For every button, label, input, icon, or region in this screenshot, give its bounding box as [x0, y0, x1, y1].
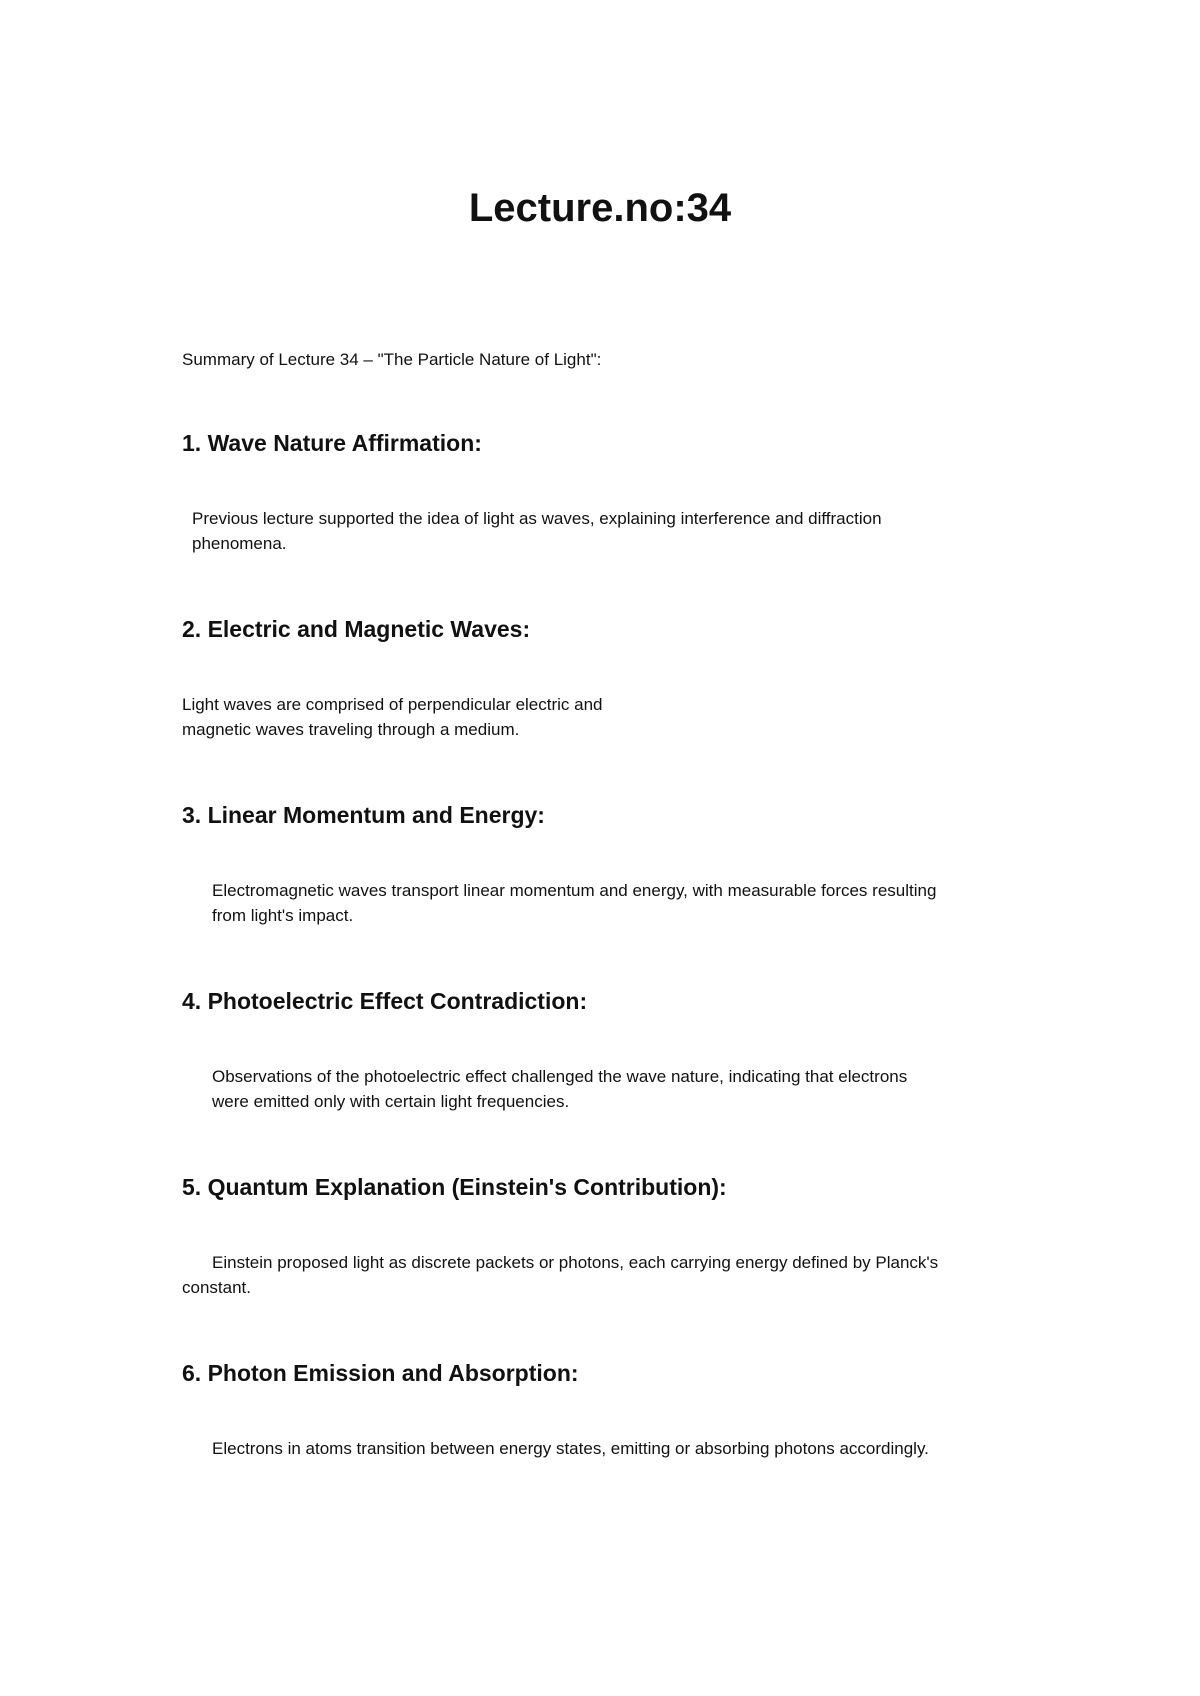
section-body-line: Electrons in atoms transition between energy states, emitting or absorbing photons accordingly.: [212, 1439, 929, 1458]
section-body-line: Previous lecture supported the idea of light as waves, explaining interference and diffraction: [192, 509, 882, 528]
section-body-line: Electromagnetic waves transport linear momentum and energy, with measurable forces resulting: [212, 881, 937, 900]
section-body-line: constant.: [182, 1278, 251, 1297]
section-body-3: [212, 878, 936, 928]
section-heading-5: 5. Quantum Explanation (Einstein's Contribution):: [182, 1174, 727, 1200]
section-body-1: [192, 506, 882, 556]
section-body-5: [182, 1250, 938, 1300]
section-body-line: from light's impact.: [212, 906, 354, 925]
summary-line: Summary of Lecture 34 – "The Particle Nature of Light":: [182, 350, 602, 369]
section-heading-6: 6. Photon Emission and Absorption:: [182, 1360, 579, 1386]
section-body-line: Light waves are comprised of perpendicular electric and: [182, 695, 603, 714]
section-body-2: [182, 692, 603, 742]
section-body-4: [212, 1064, 907, 1114]
section-body-line: Observations of the photoelectric effect challenged the wave nature, indicating that electrons: [212, 1067, 908, 1086]
section-heading-4: 4. Photoelectric Effect Contradiction:: [182, 988, 588, 1014]
section-body-line: magnetic waves traveling through a medium.: [182, 720, 520, 739]
section-heading-1: 1. Wave Nature Affirmation:: [182, 430, 482, 456]
section-heading-2: 2. Electric and Magnetic Waves:: [182, 616, 531, 642]
section-body-line: were emitted only with certain light frequencies.: [212, 1092, 570, 1111]
section-body-line: phenomena.: [192, 534, 287, 553]
section-body-line: Einstein proposed light as discrete packets or photons, each carrying energy defined by Planck's: [212, 1253, 939, 1272]
section-heading-3: 3. Linear Momentum and Energy:: [182, 802, 545, 828]
section-body-6: [212, 1436, 929, 1461]
page-title: Lecture.no:34: [468, 186, 732, 230]
